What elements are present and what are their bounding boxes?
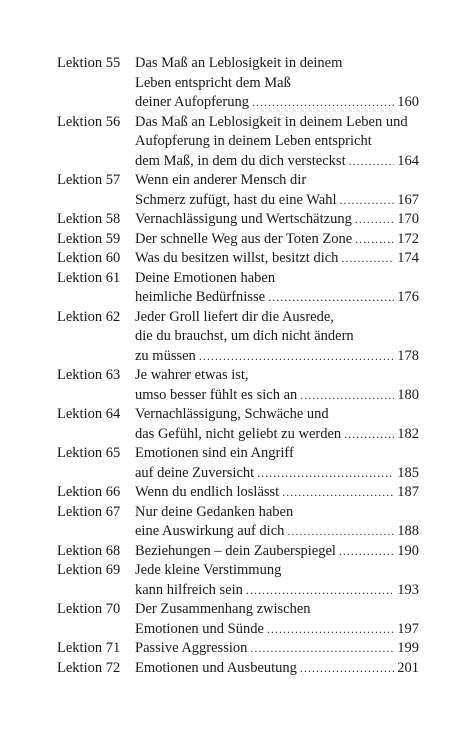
lesson-label: Lektion 58 bbox=[57, 211, 121, 227]
lesson-label: Lektion 60 bbox=[57, 250, 121, 266]
toc-entry bbox=[57, 54, 419, 113]
lesson-label: Lektion 57 bbox=[57, 172, 121, 188]
lesson-title-last-line bbox=[135, 425, 419, 445]
lesson-title-line: Je wahrer etwas ist, bbox=[135, 367, 249, 383]
toc-entry bbox=[57, 444, 419, 483]
lesson-label: Lektion 70 bbox=[57, 601, 121, 617]
page-number: 190 bbox=[397, 542, 419, 559]
toc-entry bbox=[57, 542, 419, 562]
dot-leader bbox=[246, 581, 394, 601]
page-number: 172 bbox=[397, 230, 419, 247]
lesson-title-line: Schmerz zufügt, hast du eine Wahl bbox=[135, 191, 337, 208]
lesson-title bbox=[135, 542, 419, 562]
lesson-title bbox=[135, 659, 419, 679]
lesson-title-last-line bbox=[135, 249, 419, 269]
page-number: 201 bbox=[397, 659, 419, 676]
lesson-label: Lektion 56 bbox=[57, 113, 121, 130]
lesson-title-last-line bbox=[135, 288, 419, 308]
lesson-label: Lektion 61 bbox=[57, 269, 121, 286]
page-number: 174 bbox=[397, 250, 419, 266]
lesson-label: Lektion 68 bbox=[57, 542, 121, 559]
toc-entry bbox=[57, 639, 419, 659]
lesson-title-line: auf deine Zuversicht bbox=[135, 464, 255, 481]
lesson-title-line: Leben entspricht dem Maß bbox=[135, 74, 291, 91]
lesson-title-line: Deine Emotionen haben bbox=[135, 269, 276, 286]
lesson-title-line: dem Maß, in dem du dich versteckst bbox=[135, 152, 346, 169]
page-number: 167 bbox=[397, 191, 419, 208]
lesson-title-last-line bbox=[135, 659, 419, 679]
lesson-title-line: Wenn ein anderer Mensch dir bbox=[135, 172, 307, 188]
dot-leader bbox=[300, 386, 394, 406]
page-number: 178 bbox=[397, 347, 419, 364]
dot-leader bbox=[300, 659, 394, 679]
dot-leader bbox=[199, 347, 394, 367]
lesson-title-last-line bbox=[135, 210, 419, 230]
lesson-title-last-line bbox=[135, 542, 419, 562]
lesson-title-line: Wenn du endlich loslässt bbox=[135, 484, 280, 500]
lesson-title-line: Nur deine Gedanken haben bbox=[135, 503, 294, 520]
toc-entry bbox=[57, 405, 419, 444]
lesson-title-line: das Gefühl, nicht geliebt zu werden bbox=[135, 425, 342, 442]
toc-entry bbox=[57, 561, 419, 600]
lesson-title bbox=[135, 113, 419, 172]
lesson-title bbox=[135, 444, 419, 483]
lesson-title-line: Der schnelle Weg aus der Toten Zone bbox=[135, 230, 353, 247]
lesson-title bbox=[135, 366, 419, 405]
dot-leader bbox=[355, 230, 394, 250]
dot-leader bbox=[282, 483, 394, 503]
lesson-title-line: umso besser fühlt es sich an bbox=[135, 386, 298, 403]
page-number: 187 bbox=[397, 484, 419, 500]
dot-leader bbox=[355, 210, 394, 230]
lesson-title-line: Was du besitzen willst, besitzt dich bbox=[135, 250, 339, 266]
toc-entry bbox=[57, 113, 419, 172]
dot-leader bbox=[341, 249, 394, 269]
toc-entry bbox=[57, 249, 419, 269]
lesson-title-last-line bbox=[135, 620, 419, 640]
lesson-title-line: Das Maß an Leblosigkeit in deinem bbox=[135, 55, 343, 71]
lesson-title bbox=[135, 308, 419, 367]
lesson-title-last-line bbox=[135, 522, 419, 542]
page-number: 176 bbox=[397, 289, 419, 305]
lesson-title-line: Emotionen sind ein Angriff bbox=[135, 445, 294, 461]
page-number: 199 bbox=[397, 640, 419, 656]
toc-entry bbox=[57, 210, 419, 230]
toc-entry bbox=[57, 483, 419, 503]
lesson-title bbox=[135, 503, 419, 542]
lesson-label: Lektion 71 bbox=[57, 640, 121, 656]
dot-leader bbox=[267, 620, 394, 640]
lesson-title-last-line bbox=[135, 230, 419, 250]
toc-entry bbox=[57, 230, 419, 250]
lesson-title bbox=[135, 405, 419, 444]
lesson-label: Lektion 72 bbox=[57, 659, 121, 676]
page-number: 182 bbox=[397, 425, 419, 442]
lesson-title-line: Vernachlässigung und Wertschätzung bbox=[135, 211, 352, 227]
page-number: 188 bbox=[397, 523, 419, 539]
lesson-title bbox=[135, 230, 419, 250]
lesson-title-line: die du brauchst, um dich nicht ändern bbox=[135, 328, 354, 344]
lesson-title-line: eine Auswirkung auf dich bbox=[135, 523, 285, 539]
lesson-title-last-line bbox=[135, 639, 419, 659]
page-number: 170 bbox=[397, 211, 419, 227]
lesson-title-line: heimliche Bedürfnisse bbox=[135, 289, 266, 305]
lesson-label: Lektion 55 bbox=[57, 55, 121, 71]
lesson-label: Lektion 66 bbox=[57, 484, 121, 500]
toc-entry bbox=[57, 171, 419, 210]
lesson-title bbox=[135, 249, 419, 269]
page-number: 160 bbox=[397, 94, 419, 110]
dot-leader bbox=[287, 522, 394, 542]
page-number: 193 bbox=[397, 581, 419, 598]
dot-leader bbox=[252, 93, 394, 113]
toc-entry bbox=[57, 600, 419, 639]
toc-entry bbox=[57, 366, 419, 405]
lesson-title-last-line bbox=[135, 386, 419, 406]
lesson-label: Lektion 67 bbox=[57, 503, 121, 520]
toc-entry bbox=[57, 269, 419, 308]
page-number: 180 bbox=[397, 386, 419, 403]
dot-leader bbox=[344, 425, 394, 445]
lesson-title-line: kann hilfreich sein bbox=[135, 581, 243, 598]
lesson-title bbox=[135, 269, 419, 308]
lesson-title-line: zu müssen bbox=[135, 347, 196, 364]
lesson-title-line: Vernachlässigung, Schwäche und bbox=[135, 406, 329, 422]
toc-entry bbox=[57, 308, 419, 367]
lesson-title-line: Emotionen und Ausbeutung bbox=[135, 659, 297, 676]
lesson-title bbox=[135, 483, 419, 503]
lesson-title-last-line bbox=[135, 347, 419, 367]
dot-leader bbox=[349, 152, 394, 172]
lesson-label: Lektion 59 bbox=[57, 230, 121, 247]
lesson-title-line: Emotionen und Sünde bbox=[135, 620, 264, 637]
lesson-title-last-line bbox=[135, 93, 419, 113]
lesson-title-line: Aufopferung in deinem Leben entspricht bbox=[135, 133, 372, 149]
lesson-label: Lektion 63 bbox=[57, 367, 121, 383]
lesson-label: Lektion 69 bbox=[57, 562, 121, 578]
lesson-title-line: Beziehungen – dein Zauberspiegel bbox=[135, 542, 336, 559]
lesson-title-line: Jeder Groll liefert dir die Ausrede, bbox=[135, 308, 334, 325]
lesson-title bbox=[135, 600, 419, 639]
lesson-title bbox=[135, 639, 419, 659]
lesson-title bbox=[135, 171, 419, 210]
lesson-title bbox=[135, 210, 419, 230]
lesson-title-line: Der Zusammenhang zwischen bbox=[135, 601, 311, 617]
lesson-title bbox=[135, 561, 419, 600]
lesson-title-line: Jede kleine Verstimmung bbox=[135, 562, 282, 578]
table-of-contents bbox=[57, 54, 419, 678]
toc-entry bbox=[57, 659, 419, 679]
lesson-label: Lektion 62 bbox=[57, 308, 121, 325]
page-number: 197 bbox=[397, 620, 419, 637]
lesson-title-last-line bbox=[135, 483, 419, 503]
lesson-title-line: deiner Aufopferung bbox=[135, 94, 249, 110]
lesson-title-last-line bbox=[135, 464, 419, 484]
lesson-title-line: Passive Aggression bbox=[135, 640, 248, 656]
dot-leader bbox=[250, 639, 394, 659]
page-number: 164 bbox=[397, 152, 419, 169]
lesson-label: Lektion 65 bbox=[57, 445, 121, 461]
lesson-title-last-line bbox=[135, 191, 419, 211]
lesson-title-last-line bbox=[135, 581, 419, 601]
dot-leader bbox=[268, 288, 394, 308]
page-number: 185 bbox=[397, 464, 419, 481]
lesson-title bbox=[135, 54, 419, 113]
lesson-label: Lektion 64 bbox=[57, 406, 121, 422]
toc-entry bbox=[57, 503, 419, 542]
lesson-title-line: Das Maß an Leblosigkeit in deinem Leben und bbox=[135, 113, 408, 130]
dot-leader bbox=[340, 191, 394, 211]
dot-leader bbox=[257, 464, 394, 484]
lesson-title-last-line bbox=[135, 152, 419, 172]
dot-leader bbox=[339, 542, 394, 562]
